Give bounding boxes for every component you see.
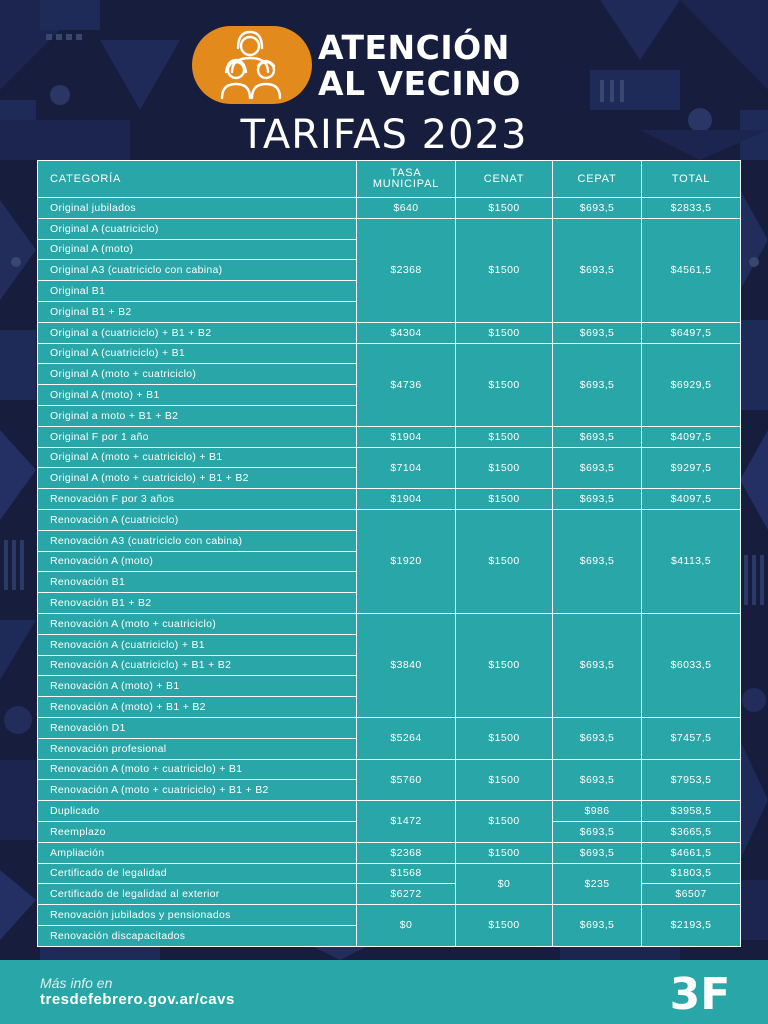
page-title: TARIFAS 2023 [240, 112, 528, 158]
cenat-cell: $1500 [456, 717, 553, 759]
total-cell: $4661,5 [642, 842, 741, 863]
categoria-cell: Renovación A (moto + cuatriciclo) [38, 613, 357, 634]
total-cell: $6033,5 [642, 613, 741, 717]
tasa-cell: $1568 [357, 863, 456, 884]
categoria-cell: Renovación A (moto + cuatriciclo) + B1 [38, 759, 357, 780]
cenat-cell: $1500 [456, 426, 553, 447]
tasa-cell: $2368 [357, 842, 456, 863]
cepat-cell: $693,5 [553, 489, 642, 510]
tasa-cell: $0 [357, 905, 456, 947]
categoria-cell: Original A (moto + cuatriciclo) + B1 + B2 [38, 468, 357, 489]
tasa-cell: $5760 [357, 759, 456, 801]
cepat-cell: $693,5 [553, 821, 642, 842]
table-row [38, 717, 741, 738]
cepat-cell: $693,5 [553, 198, 642, 219]
3f-logo-text: 3F [669, 969, 731, 1016]
categoria-cell: Renovación A (cuatriciclo) + B1 [38, 634, 357, 655]
categoria-cell: Renovación A3 (cuatriciclo con cabina) [38, 530, 357, 551]
categoria-cell: Renovación A (moto) [38, 551, 357, 572]
cenat-cell: $1500 [456, 218, 553, 322]
tasa-cell: $1472 [357, 801, 456, 843]
total-cell: $1803,5 [642, 863, 741, 884]
categoria-cell: Original B1 [38, 281, 357, 302]
categoria-cell: Renovación A (cuatriciclo) [38, 509, 357, 530]
column-header-categoria: CATEGORÍA [38, 161, 357, 198]
tasa-cell: $3840 [357, 613, 456, 717]
total-cell: $2193,5 [642, 905, 741, 947]
cepat-cell: $693,5 [553, 426, 642, 447]
categoria-cell: Original jubilados [38, 198, 357, 219]
tarifas-table [37, 160, 741, 947]
total-cell: $4561,5 [642, 218, 741, 322]
cenat-cell: $1500 [456, 801, 553, 843]
column-header-tasa-line-1: TASA [390, 167, 422, 179]
total-cell: $4097,5 [642, 426, 741, 447]
table-row [38, 218, 741, 239]
categoria-cell: Certificado de legalidad al exterior [38, 884, 357, 905]
categoria-cell: Ampliación [38, 842, 357, 863]
categoria-cell: Original A (moto) + B1 [38, 385, 357, 406]
more-info-label: Más info en [40, 975, 113, 991]
cenat-cell: $1500 [456, 613, 553, 717]
total-cell: $2833,5 [642, 198, 741, 219]
categoria-cell: Renovación A (moto + cuatriciclo) + B1 + B2 [38, 780, 357, 801]
categoria-cell: Original A (moto + cuatriciclo) [38, 364, 357, 385]
categoria-cell: Renovación B1 + B2 [38, 593, 357, 614]
categoria-cell: Original A (cuatriciclo) [38, 218, 357, 239]
cepat-cell: $693,5 [553, 759, 642, 801]
categoria-cell: Original A (moto) [38, 239, 357, 260]
total-cell: $3665,5 [642, 821, 741, 842]
cenat-cell: $1500 [456, 509, 553, 613]
table-row [38, 322, 741, 343]
table-header-row [38, 161, 741, 198]
tasa-cell: $5264 [357, 717, 456, 759]
tasa-cell: $1904 [357, 489, 456, 510]
cenat-cell: $1500 [456, 343, 553, 426]
categoria-cell: Original A (moto + cuatriciclo) + B1 [38, 447, 357, 468]
brand-line-1: ATENCIÓN [318, 28, 510, 67]
table-row [38, 842, 741, 863]
table-row [38, 905, 741, 926]
categoria-cell: Renovación F por 3 años [38, 489, 357, 510]
categoria-cell: Original B1 + B2 [38, 301, 357, 322]
categoria-cell: Renovación discapacitados [38, 925, 357, 946]
cenat-cell: $1500 [456, 842, 553, 863]
cepat-cell: $693,5 [553, 842, 642, 863]
website-link[interactable]: tresdefebrero.gov.ar/cavs [40, 991, 235, 1008]
cepat-cell: $693,5 [553, 218, 642, 322]
column-header-cenat: CENAT [456, 161, 553, 198]
table-row [38, 426, 741, 447]
cenat-cell: $0 [456, 863, 553, 905]
table-row [38, 509, 741, 530]
cepat-cell: $693,5 [553, 613, 642, 717]
brand-name [318, 30, 521, 102]
tasa-cell: $1920 [357, 509, 456, 613]
cenat-cell: $1500 [456, 198, 553, 219]
tasa-cell: $4736 [357, 343, 456, 426]
cepat-cell: $693,5 [553, 509, 642, 613]
table-row [38, 759, 741, 780]
cenat-cell: $1500 [456, 905, 553, 947]
cenat-cell: $1500 [456, 447, 553, 489]
total-cell: $6929,5 [642, 343, 741, 426]
column-header-tasa-municipal [357, 161, 456, 198]
categoria-cell: Reemplazo [38, 821, 357, 842]
cepat-cell: $235 [553, 863, 642, 905]
total-cell: $3958,5 [642, 801, 741, 822]
table-row [38, 801, 741, 822]
categoria-cell: Original a (cuatriciclo) + B1 + B2 [38, 322, 357, 343]
categoria-cell: Renovación A (cuatriciclo) + B1 + B2 [38, 655, 357, 676]
cenat-cell: $1500 [456, 489, 553, 510]
tasa-cell: $7104 [357, 447, 456, 489]
categoria-cell: Renovación D1 [38, 717, 357, 738]
column-header-cepat: CEPAT [553, 161, 642, 198]
cepat-cell: $693,5 [553, 717, 642, 759]
categoria-cell: Original A (cuatriciclo) + B1 [38, 343, 357, 364]
tasa-cell: $6272 [357, 884, 456, 905]
total-cell: $7953,5 [642, 759, 741, 801]
categoria-cell: Renovación B1 [38, 572, 357, 593]
categoria-cell: Original F por 1 año [38, 426, 357, 447]
3f-logo [660, 968, 740, 1016]
cepat-cell: $693,5 [553, 343, 642, 426]
brand-line-2: AL VECINO [318, 64, 521, 103]
cepat-cell: $693,5 [553, 905, 642, 947]
column-header-tasa-line-2: MUNICIPAL [372, 178, 440, 190]
cepat-cell: $693,5 [553, 447, 642, 489]
family-logo-icon [192, 26, 312, 104]
tasa-cell: $640 [357, 198, 456, 219]
categoria-cell: Duplicado [38, 801, 357, 822]
cepat-cell: $693,5 [553, 322, 642, 343]
table-row [38, 613, 741, 634]
table-row [38, 343, 741, 364]
column-header-total: TOTAL [642, 161, 741, 198]
categoria-cell: Certificado de legalidad [38, 863, 357, 884]
table-row [38, 489, 741, 510]
total-cell: $4097,5 [642, 489, 741, 510]
categoria-cell: Renovación profesional [38, 738, 357, 759]
cenat-cell: $1500 [456, 759, 553, 801]
total-cell: $7457,5 [642, 717, 741, 759]
total-cell: $6507 [642, 884, 741, 905]
categoria-cell: Renovación A (moto) + B1 + B2 [38, 697, 357, 718]
footer [0, 960, 768, 1024]
categoria-cell: Original A3 (cuatriciclo con cabina) [38, 260, 357, 281]
tasa-cell: $4304 [357, 322, 456, 343]
total-cell: $4113,5 [642, 509, 741, 613]
table-row [38, 198, 741, 219]
categoria-cell: Renovación jubilados y pensionados [38, 905, 357, 926]
table-row [38, 447, 741, 468]
total-cell: $9297,5 [642, 447, 741, 489]
cenat-cell: $1500 [456, 322, 553, 343]
cepat-cell: $986 [553, 801, 642, 822]
categoria-cell: Renovación A (moto) + B1 [38, 676, 357, 697]
categoria-cell: Original a moto + B1 + B2 [38, 405, 357, 426]
table-row [38, 863, 741, 884]
tasa-cell: $1904 [357, 426, 456, 447]
header [0, 0, 768, 160]
tasa-cell: $2368 [357, 218, 456, 322]
total-cell: $6497,5 [642, 322, 741, 343]
